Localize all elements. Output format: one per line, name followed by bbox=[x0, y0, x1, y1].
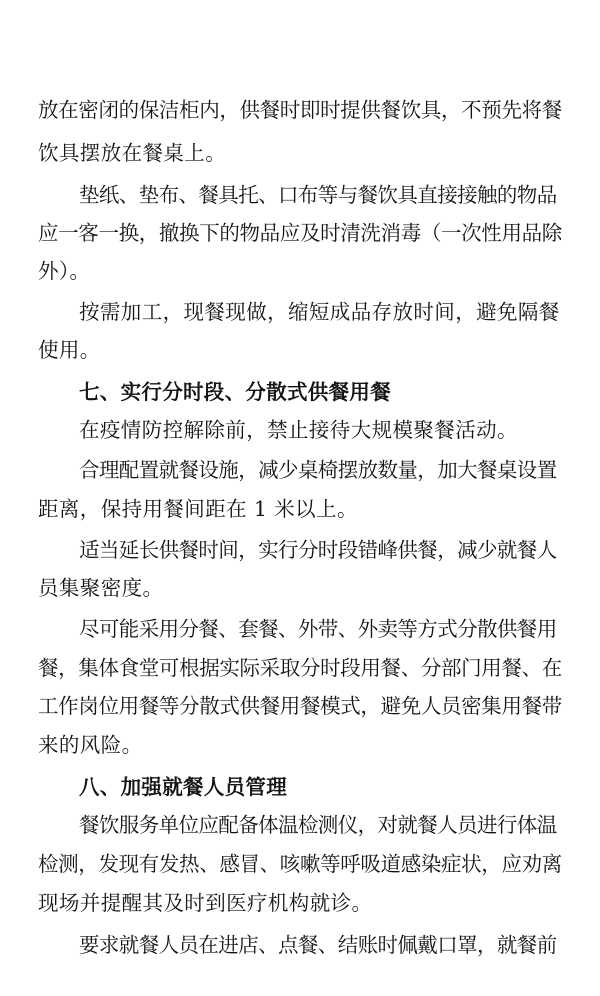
text-line: 尽可能采用分餐、套餐、外带、外卖等方式分散供餐用 bbox=[79, 617, 557, 641]
text-line: 应一客一换，撤换下的物品应及时清洗消毒（一次性用品除 bbox=[38, 221, 562, 245]
text-line: 距离，保持用餐间距在 1 米以上。 bbox=[38, 497, 358, 521]
text-line: 合理配置就餐设施，减少桌椅摆放数量，加大餐桌设置 bbox=[79, 458, 557, 482]
text-line: 来的风险。 bbox=[38, 733, 143, 757]
section-heading: 八、加强就餐人员管理 bbox=[79, 775, 287, 799]
text-line: 餐，集体食堂可根据实际采取分时段用餐、分部门用餐、在 bbox=[38, 656, 562, 680]
text-line: 使用。 bbox=[38, 338, 101, 362]
text-line: 在疫情防控解除前，禁止接待大规模聚餐活动。 bbox=[79, 418, 518, 442]
text-line: 工作岗位用餐等分散式供餐用餐模式，避免人员密集用餐带 bbox=[38, 694, 562, 718]
text-line: 放在密闭的保洁柜内，供餐时即时提供餐饮具，不预先将餐 bbox=[38, 98, 562, 122]
text-line: 员集聚密度。 bbox=[38, 576, 164, 600]
text-line: 适当延长供餐时间，实行分时段错峰供餐，减少就餐人 bbox=[79, 538, 557, 562]
text-line: 按需加工，现餐现做，缩短成品存放时间，避免隔餐 bbox=[79, 300, 560, 324]
text-line: 检测，发现有发热、感冒、咳嗽等呼吸道感染症状，应劝离 bbox=[38, 852, 562, 876]
text-line: 垫纸、垫布、餐具托、口布等与餐饮具直接接触的物品 bbox=[79, 183, 557, 207]
text-line: 现场并提醒其及时到医疗机构就诊。 bbox=[38, 891, 373, 915]
text-line: 要求就餐人员在进店、点餐、结账时佩戴口罩，就餐前 bbox=[79, 933, 557, 957]
section-heading: 七、实行分时段、分散式供餐用餐 bbox=[79, 380, 391, 404]
text-line: 餐饮服务单位应配备体温检测仪，对就餐人员进行体温 bbox=[79, 813, 557, 837]
text-line: 外）。 bbox=[38, 259, 91, 283]
text-line: 饮具摆放在餐桌上。 bbox=[38, 141, 227, 165]
